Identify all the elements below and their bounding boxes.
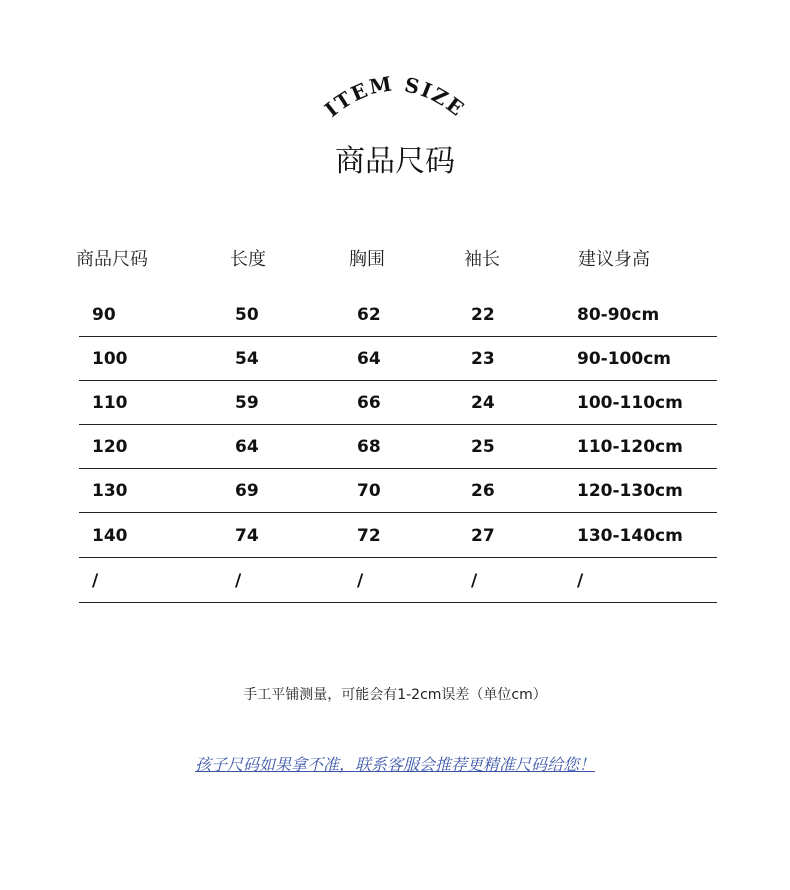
cell-height: 90-100cm bbox=[577, 349, 671, 369]
cell-sleeve: 23 bbox=[471, 349, 495, 369]
column-header-height: 建议身高 bbox=[578, 249, 650, 270]
cell-chest: 68 bbox=[357, 437, 381, 457]
cell-length: 54 bbox=[235, 349, 259, 369]
column-header-size: 商品尺码 bbox=[76, 249, 148, 270]
cell-chest: 66 bbox=[357, 393, 381, 413]
cell-height: 120-130cm bbox=[577, 481, 683, 501]
page-title: 商品尺码 bbox=[335, 144, 455, 179]
cell-sleeve: 25 bbox=[471, 437, 495, 457]
arc-title bbox=[0, 0, 790, 140]
cell-size: 120 bbox=[92, 437, 128, 457]
cell-sleeve: 24 bbox=[471, 393, 495, 413]
cell-height: 100-110cm bbox=[577, 393, 683, 413]
table-row bbox=[79, 559, 717, 603]
column-header-chest: 胸围 bbox=[349, 249, 385, 270]
cell-sleeve: 27 bbox=[471, 526, 495, 546]
arc-title-text bbox=[320, 71, 470, 121]
cell-chest: 72 bbox=[357, 526, 381, 546]
column-header-sleeve: 袖长 bbox=[464, 249, 500, 270]
row-divider bbox=[79, 602, 717, 603]
cell-size: 110 bbox=[92, 393, 128, 413]
arc-title-textpath: ITEM SIZE bbox=[320, 71, 470, 122]
column-header-length: 长度 bbox=[230, 249, 266, 270]
cell-length: 50 bbox=[235, 305, 259, 325]
row-divider bbox=[79, 512, 717, 513]
cell-height: 80-90cm bbox=[577, 305, 660, 325]
cell-length: 59 bbox=[235, 393, 259, 413]
table-row bbox=[79, 293, 717, 337]
table-row bbox=[79, 469, 717, 513]
table-row bbox=[79, 425, 717, 469]
table-row bbox=[79, 381, 717, 425]
cell-chest: 62 bbox=[357, 305, 381, 325]
cell-size: 100 bbox=[92, 349, 128, 369]
cell-height: 130-140cm bbox=[577, 526, 683, 546]
cell-chest: / bbox=[357, 571, 364, 591]
cell-size: 140 bbox=[92, 526, 128, 546]
cell-size: 130 bbox=[92, 481, 128, 501]
cell-sleeve: / bbox=[471, 571, 478, 591]
table-row bbox=[79, 337, 717, 381]
cell-length: 64 bbox=[235, 437, 259, 457]
measurement-note: 手工平铺测量，可能会有1-2cm误差（单位cm） bbox=[243, 687, 547, 703]
cell-sleeve: 22 bbox=[471, 305, 495, 325]
cell-length: / bbox=[235, 571, 242, 591]
row-divider bbox=[79, 557, 717, 558]
cell-size: 90 bbox=[92, 305, 116, 325]
cell-length: 74 bbox=[235, 526, 259, 546]
customer-service-link[interactable]: 孩子尺码如果拿不准，联系客服会推荐更精准尺码给您！ bbox=[194, 755, 595, 774]
cell-length: 69 bbox=[235, 481, 259, 501]
cell-chest: 64 bbox=[357, 349, 381, 369]
table-row bbox=[79, 514, 717, 558]
cell-height: 110-120cm bbox=[577, 437, 683, 457]
cell-chest: 70 bbox=[357, 481, 381, 501]
cell-size: / bbox=[92, 571, 99, 591]
cell-sleeve: 26 bbox=[471, 481, 495, 501]
cell-height: / bbox=[577, 571, 584, 591]
